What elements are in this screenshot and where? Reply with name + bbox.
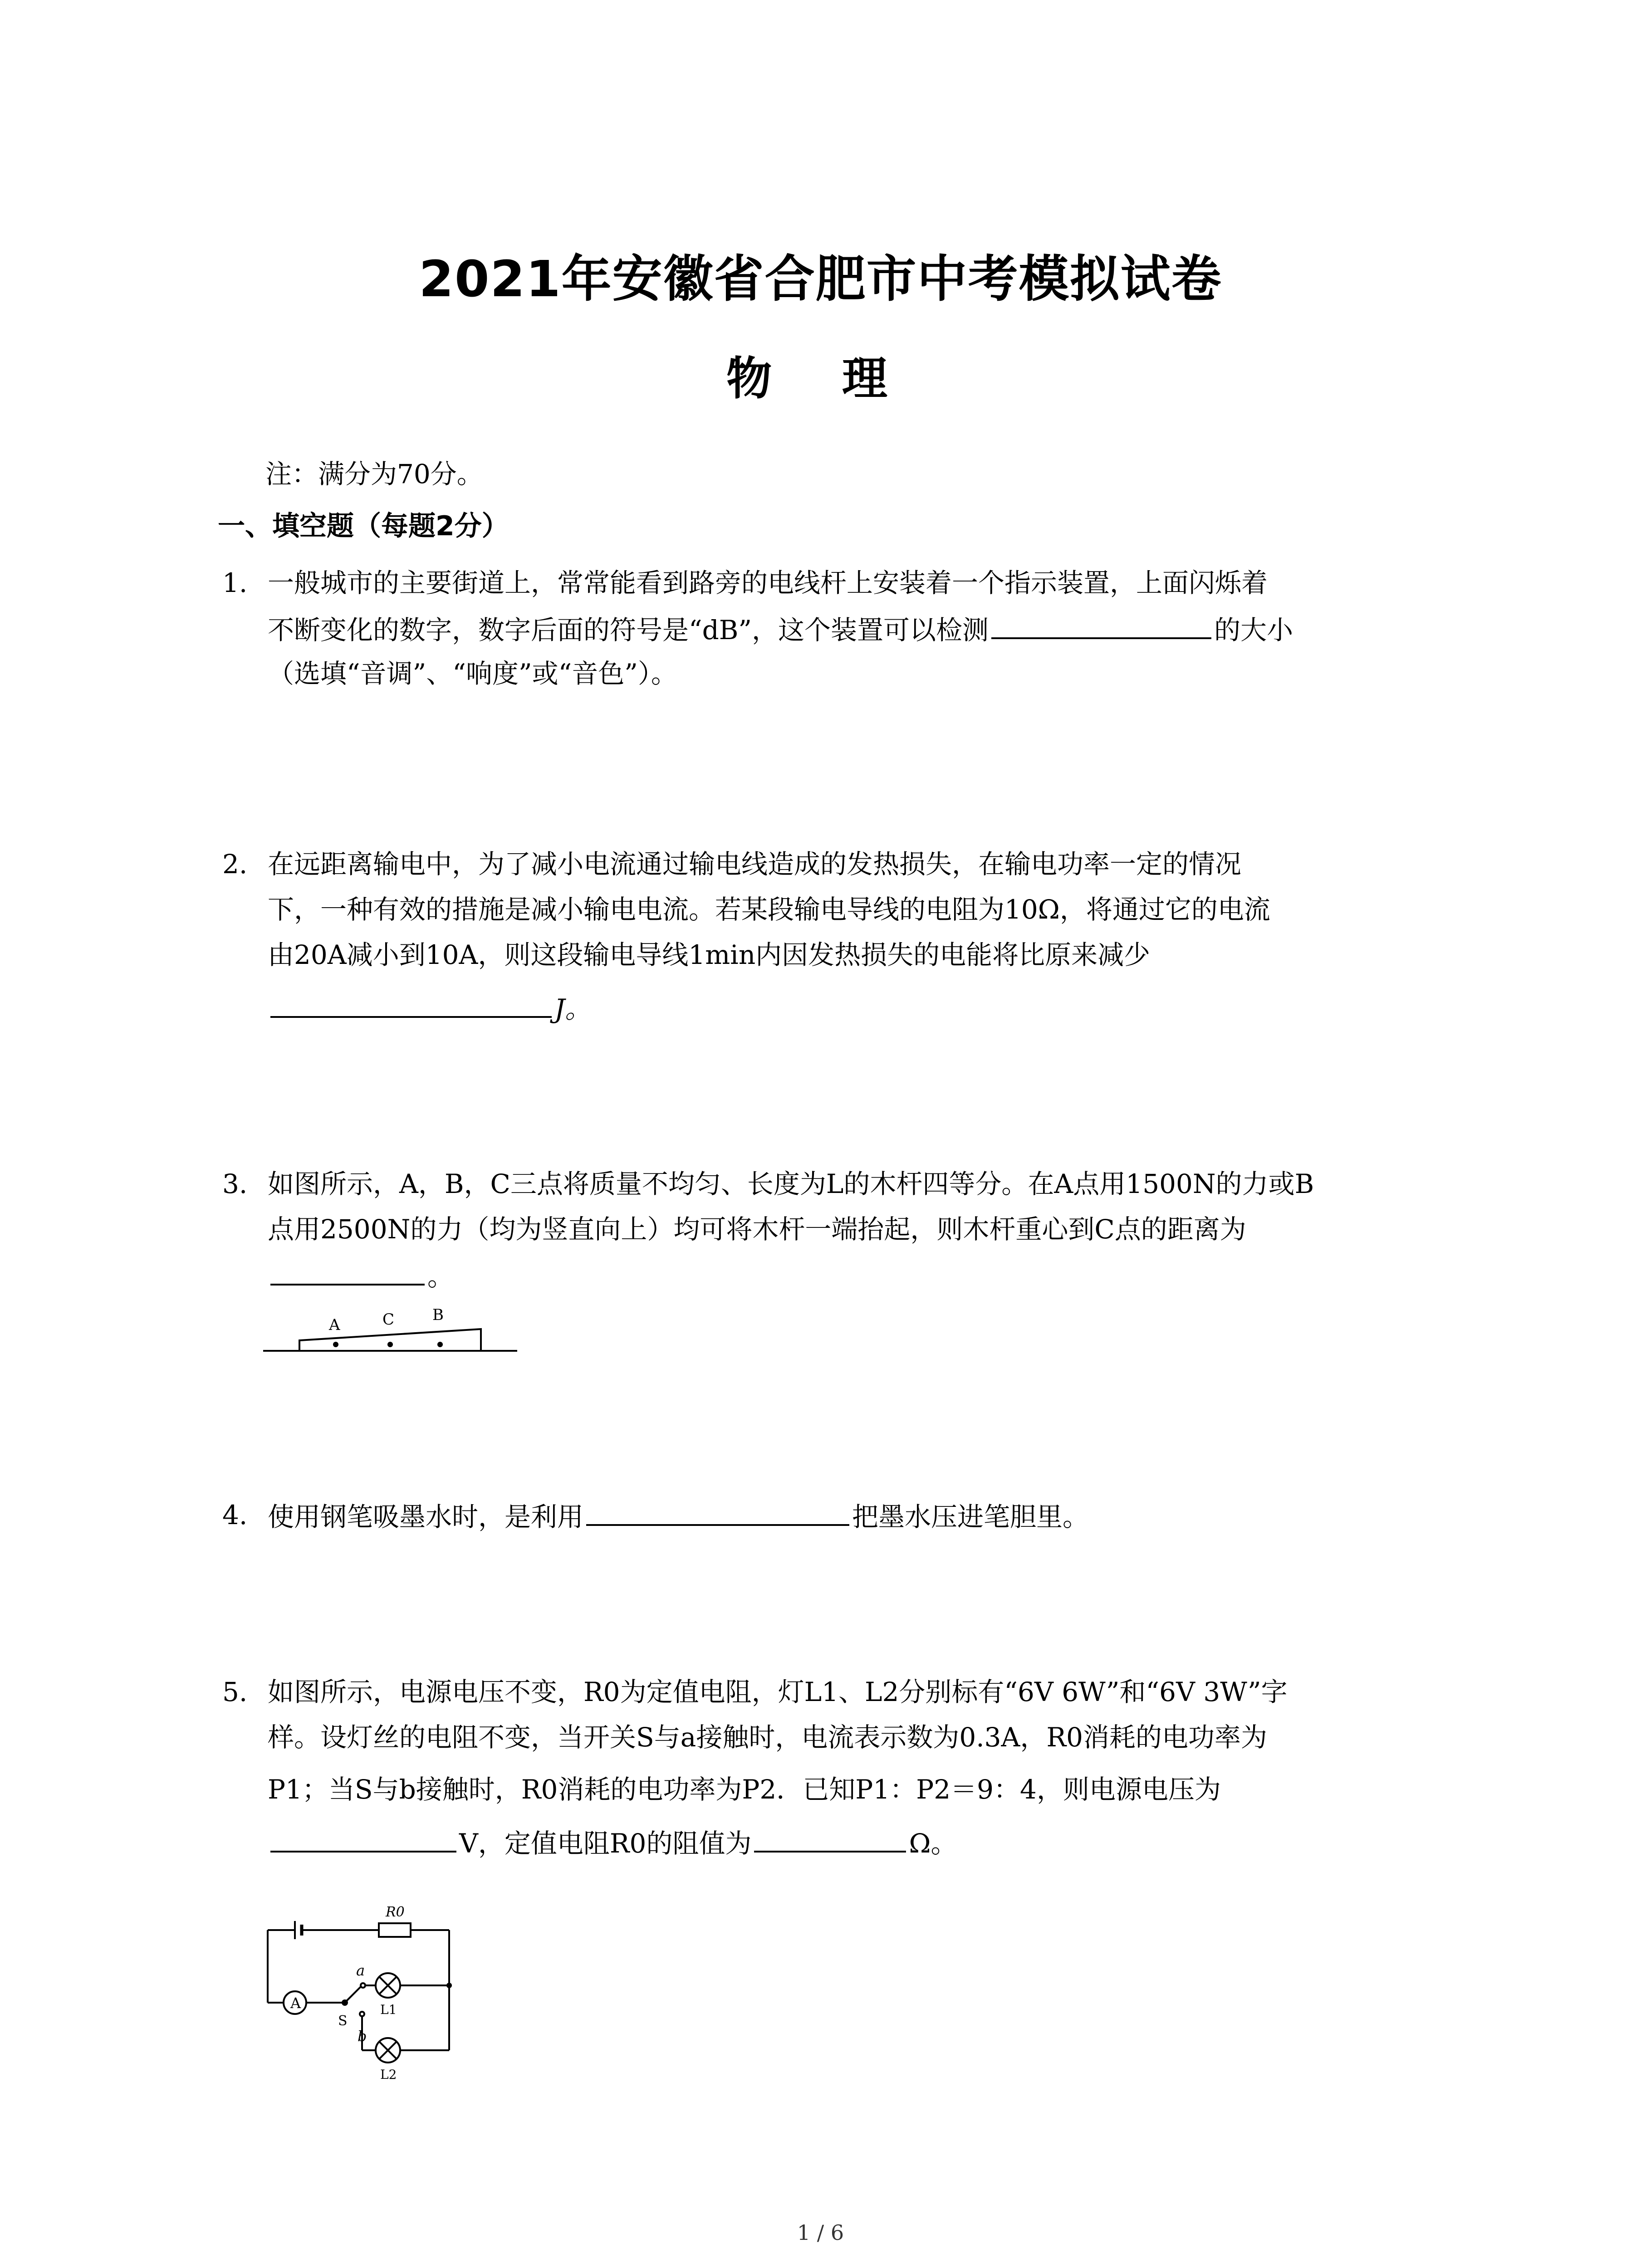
label-a: A: [329, 1316, 340, 1334]
pole-shape: [299, 1329, 481, 1351]
point-c: [387, 1342, 393, 1347]
question-number: 2.: [222, 849, 248, 880]
answer-blank[interactable]: [270, 1819, 456, 1853]
answer-blank[interactable]: [270, 984, 552, 1018]
question-text: 在远距离输电中，为了减小电流通过输电线造成的发热损失，在输电功率一定的情况: [268, 849, 1242, 880]
pole-figure: [263, 1297, 526, 1356]
question-text: 一般城市的主要街道上，常常能看到路旁的电线杆上安装着一个指示装置，上面闪烁着: [268, 567, 1268, 598]
answer-blank[interactable]: [754, 1819, 906, 1853]
question-1: [222, 560, 1438, 696]
point-a: [333, 1342, 338, 1347]
question-text: V，定值电阻R0的阻值为 Ω。: [268, 1819, 957, 1866]
page-title: 2021年安徽省合肥市中考模拟试卷: [419, 250, 1222, 308]
answer-blank[interactable]: [991, 606, 1211, 639]
question-2: [222, 841, 1438, 1030]
question-text: 不断变化的数字，数字后面的符号是“dB”，这个装置可以检测 的大小: [268, 606, 1293, 653]
score-note: 注：满分为70分。: [265, 459, 483, 489]
label-b: b: [358, 2028, 367, 2045]
question-5: [222, 1669, 1438, 1864]
point-b: [437, 1342, 443, 1347]
question-number: 5.: [222, 1677, 248, 1707]
question-3: [222, 1161, 1438, 1297]
section-heading: 一、填空题（每题2分）: [218, 510, 509, 542]
question-text: 点用2500N的力（均为竖直向上）均可将木杆一端抬起，则木杆重心到C点的距离为: [268, 1214, 1246, 1245]
answer-blank[interactable]: [270, 1252, 425, 1286]
question-number: 3.: [222, 1168, 248, 1199]
question-text: （选填“音调”、“响度”或“音色”）。: [268, 658, 677, 689]
question-text: J。: [268, 984, 591, 1031]
question-text: 使用钢笔吸墨水时，是利用 把墨水压进笔胆里。: [268, 1492, 1089, 1540]
question-text: 。: [268, 1252, 454, 1299]
label-l1: L1: [380, 2002, 397, 2017]
question-4: [222, 1492, 1438, 1538]
label-ammeter: A: [290, 1994, 301, 2012]
resistor-r0: [379, 1923, 411, 1937]
page-number: 1 / 6: [797, 2220, 844, 2245]
label-a: a: [356, 1962, 365, 1979]
circuit-figure: [259, 1889, 467, 2089]
label-b: B: [432, 1306, 444, 1324]
label-l2: L2: [380, 2067, 397, 2082]
label-s: S: [338, 2013, 348, 2029]
label-c: C: [382, 1310, 395, 1329]
label-r0: R0: [386, 1904, 405, 1920]
question-text: 如图所示，A，B，C三点将质量不均匀、长度为L的木杆四等分。在A点用1500N的力或B: [268, 1168, 1314, 1199]
question-text: 由20A减小到10A，则这段输电导线1min内因发热损失的电能将比原来减少: [268, 939, 1151, 970]
question-number: 1.: [222, 567, 248, 598]
switch-arm: [345, 1987, 361, 2003]
question-number: 4.: [222, 1500, 248, 1530]
question-text: 下，一种有效的措施是减小输电电流。若某段输电导线的电阻为10Ω，将通过它的电流: [268, 894, 1270, 925]
subject-title: 物 理: [726, 352, 915, 405]
question-text: 如图所示，电源电压不变，R0为定值电阻，灯L1、L2分别标有“6V 6W”和“6V 3W”字: [268, 1677, 1288, 1707]
question-text: 样。设灯丝的电阻不变，当开关S与a接触时，电流表示数为0.3A，R0消耗的电功率为: [268, 1722, 1268, 1753]
answer-blank[interactable]: [586, 1492, 849, 1526]
question-text: P1；当S与b接触时，R0消耗的电功率为P2．已知P1：P2＝9：4，则电源电压为: [268, 1774, 1221, 1805]
